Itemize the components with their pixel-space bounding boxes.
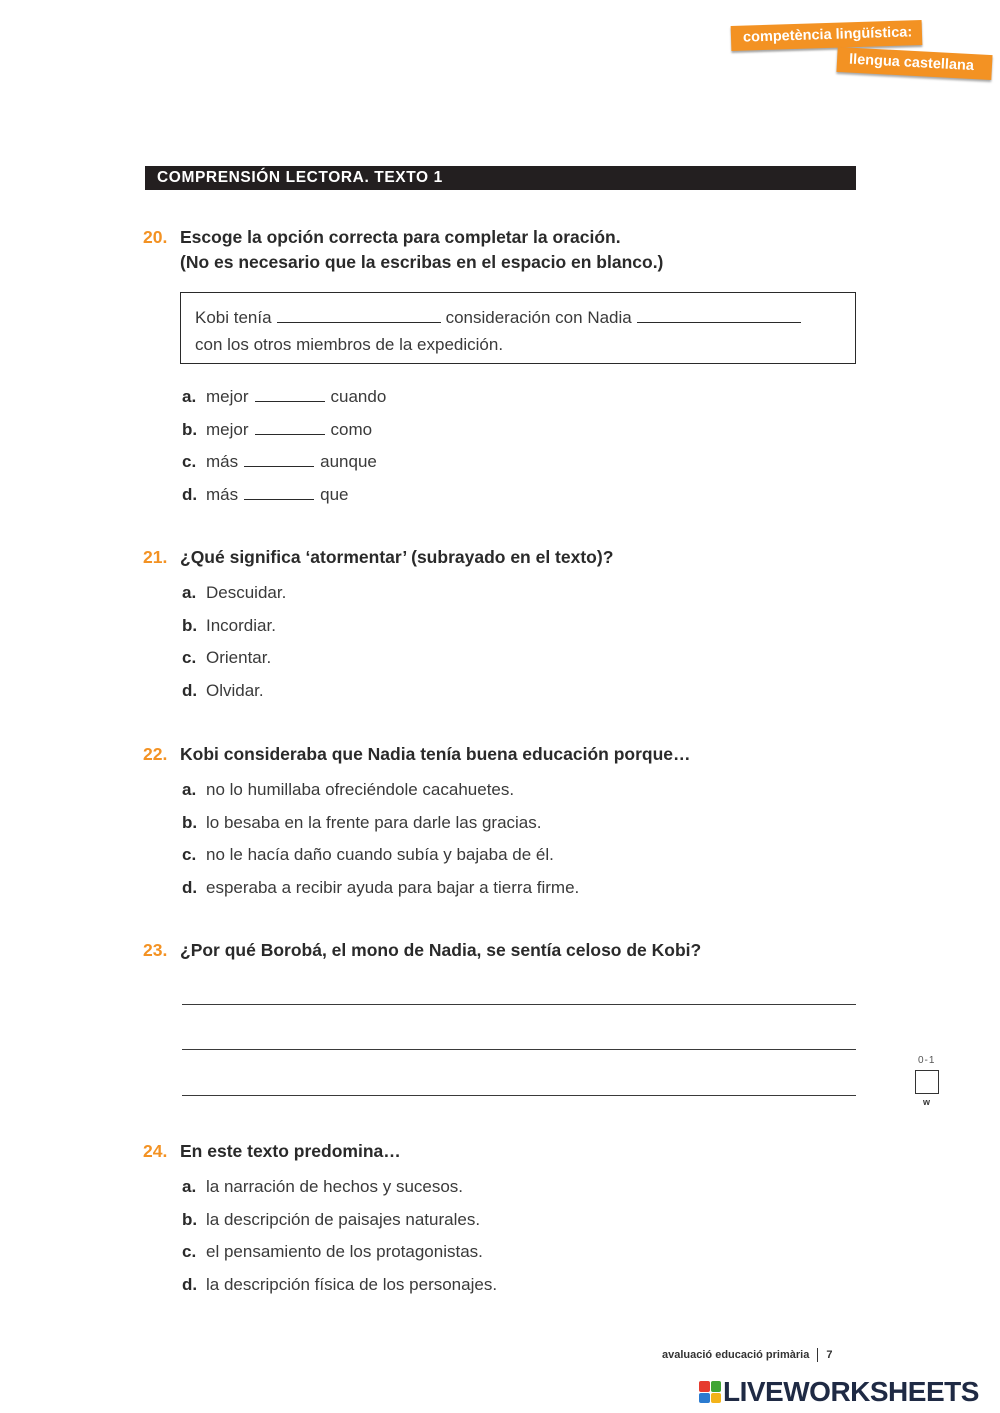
logo-mark-icon	[699, 1381, 721, 1403]
option-c[interactable]	[182, 844, 579, 877]
option-blank	[255, 420, 325, 435]
question-22-options	[182, 779, 579, 910]
option-letter: b.	[182, 1209, 198, 1229]
page-number: 7	[826, 1348, 833, 1361]
option-b[interactable]	[182, 812, 579, 845]
option-d[interactable]	[182, 680, 286, 713]
option-text: esperaba a recibir ayuda para bajar a tierra firme.	[206, 878, 580, 898]
sentence-blank-1[interactable]	[277, 308, 441, 323]
question-number: 22.	[143, 744, 168, 764]
question-20	[143, 225, 663, 275]
section-title: COMPRENSIÓN LECTORA. TEXTO 1	[145, 166, 856, 190]
option-c[interactable]	[182, 647, 286, 680]
logo-square-icon	[711, 1393, 722, 1404]
subject-tag: llengua castellana	[836, 47, 992, 80]
score-range-label: 0-1	[918, 1055, 936, 1066]
option-b[interactable]	[182, 419, 386, 452]
option-letter: d.	[182, 681, 198, 701]
page-footer	[662, 1348, 832, 1362]
question-24-options	[182, 1176, 497, 1307]
liveworksheets-logo	[699, 1374, 979, 1410]
option-blank	[255, 387, 325, 402]
option-word-2: que	[320, 485, 349, 505]
option-letter: d.	[182, 878, 198, 898]
question-text: ¿Qué significa ‘atormentar’ (subrayado en el texto)?	[180, 547, 614, 567]
question-number: 21.	[143, 547, 168, 567]
logo-square-icon	[699, 1381, 710, 1392]
question-24	[143, 1139, 401, 1164]
option-text: Olvidar.	[206, 681, 264, 701]
option-b[interactable]	[182, 615, 286, 648]
sentence-part-1: Kobi tenía	[195, 308, 272, 327]
sentence-part-3: con los otros miembros de la expedición.	[195, 335, 504, 354]
option-letter: c.	[182, 845, 197, 865]
option-a[interactable]	[182, 386, 386, 419]
option-letter: b.	[182, 812, 198, 832]
option-text: Descuidar.	[206, 583, 287, 602]
option-letter: d.	[182, 485, 198, 505]
option-word-1: más	[206, 452, 239, 472]
option-text: la narración de hechos y sucesos.	[206, 1177, 464, 1196]
question-text: En este texto predomina…	[180, 1141, 401, 1161]
option-b[interactable]	[182, 1209, 497, 1242]
option-a[interactable]	[182, 1176, 497, 1209]
option-word-2: aunque	[320, 452, 377, 472]
question-text: Kobi consideraba que Nadia tenía buena educación porque…	[180, 744, 691, 764]
option-text: Incordiar.	[206, 615, 276, 635]
option-d[interactable]	[182, 1274, 497, 1307]
option-c[interactable]	[182, 451, 386, 484]
competency-tag: competència lingüística:	[731, 20, 923, 51]
option-letter: a.	[182, 387, 197, 406]
question-number: 20.	[143, 227, 168, 247]
option-text: no lo humillaba ofreciéndole cacahuetes.	[206, 780, 515, 799]
score-code: w	[923, 1097, 931, 1107]
option-letter: a.	[182, 1177, 197, 1196]
logo-square-icon	[711, 1381, 722, 1392]
question-21	[143, 545, 613, 570]
option-text: no le hacía daño cuando subía y bajaba de él.	[206, 845, 554, 865]
sentence-blank-2[interactable]	[637, 308, 801, 323]
sentence-part-2: consideración con Nadia	[445, 308, 632, 327]
option-letter: b.	[182, 615, 198, 635]
question-20-options	[182, 386, 386, 517]
footer-divider	[817, 1348, 818, 1362]
option-blank	[244, 485, 314, 500]
option-text: la descripción física de los personajes.	[206, 1275, 498, 1295]
question-21-options	[182, 582, 286, 713]
option-letter: a.	[182, 780, 197, 799]
option-letter: d.	[182, 1275, 198, 1295]
option-letter: b.	[182, 419, 198, 439]
option-text: el pensamiento de los protagonistas.	[206, 1242, 483, 1262]
option-d[interactable]	[182, 484, 386, 517]
option-letter: c.	[182, 452, 197, 472]
option-letter: c.	[182, 1242, 197, 1262]
option-c[interactable]	[182, 1241, 497, 1274]
option-word-1: mejor	[206, 419, 249, 439]
option-d[interactable]	[182, 877, 579, 910]
option-word-2: como	[330, 419, 373, 439]
logo-text: LIVEWORKSHEETS	[723, 1376, 979, 1407]
answer-line-2[interactable]	[182, 1049, 856, 1050]
footer-text: avaluació educació primària	[662, 1348, 810, 1361]
question-text: ¿Por qué Borobá, el mono de Nadia, se sentía celoso de Kobi?	[180, 940, 702, 960]
question-number: 24.	[143, 1141, 168, 1161]
option-a[interactable]	[182, 779, 579, 812]
option-letter: a.	[182, 583, 197, 602]
option-a[interactable]	[182, 582, 286, 615]
option-word-1: mejor	[206, 387, 249, 406]
logo-square-icon	[699, 1393, 710, 1404]
answer-line-3[interactable]	[182, 1095, 856, 1096]
option-letter: c.	[182, 648, 197, 668]
option-text: Orientar.	[206, 648, 272, 668]
question-subtext: (No es necesario que la escribas en el espacio en blanco.)	[180, 252, 664, 272]
answer-line-1[interactable]	[182, 1004, 856, 1005]
question-23	[143, 938, 701, 963]
question-number: 23.	[143, 940, 168, 960]
option-word-1: más	[206, 485, 239, 505]
option-text: lo besaba en la frente para darle las gracias.	[206, 812, 542, 832]
sentence-box	[180, 292, 856, 364]
question-22	[143, 742, 691, 767]
score-box[interactable]	[915, 1070, 939, 1094]
option-word-2: cuando	[330, 387, 387, 406]
option-text: la descripción de paisajes naturales.	[206, 1209, 481, 1229]
option-blank	[244, 452, 314, 467]
question-text: Escoge la opción correcta para completar la oración.	[180, 227, 621, 247]
